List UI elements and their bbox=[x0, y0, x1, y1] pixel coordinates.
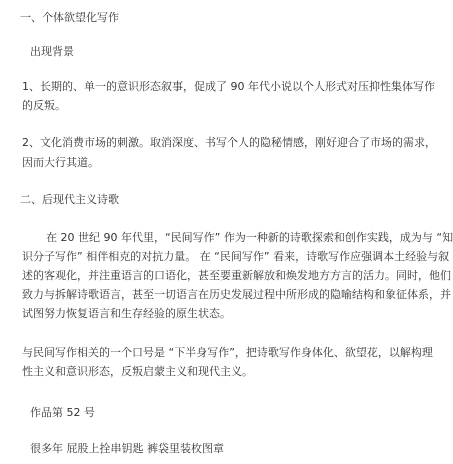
paragraph-3-line-1: 在 20 世纪 90 年代里，“民间写作” 作为一种新的诗歌探索和创作实践，成为与 “知 bbox=[46, 231, 453, 244]
paragraph-4-line-2: 性主义和意识形态，反叛启蒙主义和现代主义。 bbox=[22, 365, 253, 378]
work-title: 作品第 52 号 bbox=[30, 406, 95, 419]
paragraph-2-line-2: 因而大行其道。 bbox=[22, 156, 99, 169]
paragraph-3-line-2: 识分子写作” 相伴相克的对抗力量。 在 “民间写作” 看来，诗歌写作应强调本土经验与叙 bbox=[22, 250, 450, 263]
paragraph-3-line-5: 试图努力恢复语言和生存经验的原生状态。 bbox=[22, 307, 231, 320]
paragraph-1-line-1: 1、长期的、单一的意识形态叙事，促成了 90 年代小说以个人形式对压抑性集体写作 bbox=[22, 80, 435, 93]
paragraph-3-line-4: 致力与拆解诗歌语言，甚至一切语言在历史发展过程中所形成的隐喻结构和象征体系，并 bbox=[22, 288, 451, 301]
paragraph-3-line-3: 述的客观化，并注重语言的口语化，甚至要重新解放和焕发地方方言的活力。同时，他们 bbox=[22, 269, 451, 282]
section-2-heading: 二、后现代主义诗歌 bbox=[20, 193, 119, 206]
section-1-subheading: 出现背景 bbox=[30, 45, 74, 58]
poem-line-1: 很多年 屁股上拴串钥匙 裤袋里装枚图章 bbox=[30, 442, 224, 455]
paragraph-4-line-1: 与民间写作相关的一个口号是 “下半身写作”，把诗歌写作身体化、欲望花，以解构理 bbox=[22, 346, 433, 359]
paragraph-1-line-2: 的反叛。 bbox=[22, 99, 66, 112]
paragraph-2-line-1: 2、文化消费市场的刺激。取消深度、书写个人的隐秘情感，刚好迎合了市场的需求， bbox=[22, 136, 436, 149]
section-1-heading: 一、个体欲望化写作 bbox=[20, 11, 119, 24]
